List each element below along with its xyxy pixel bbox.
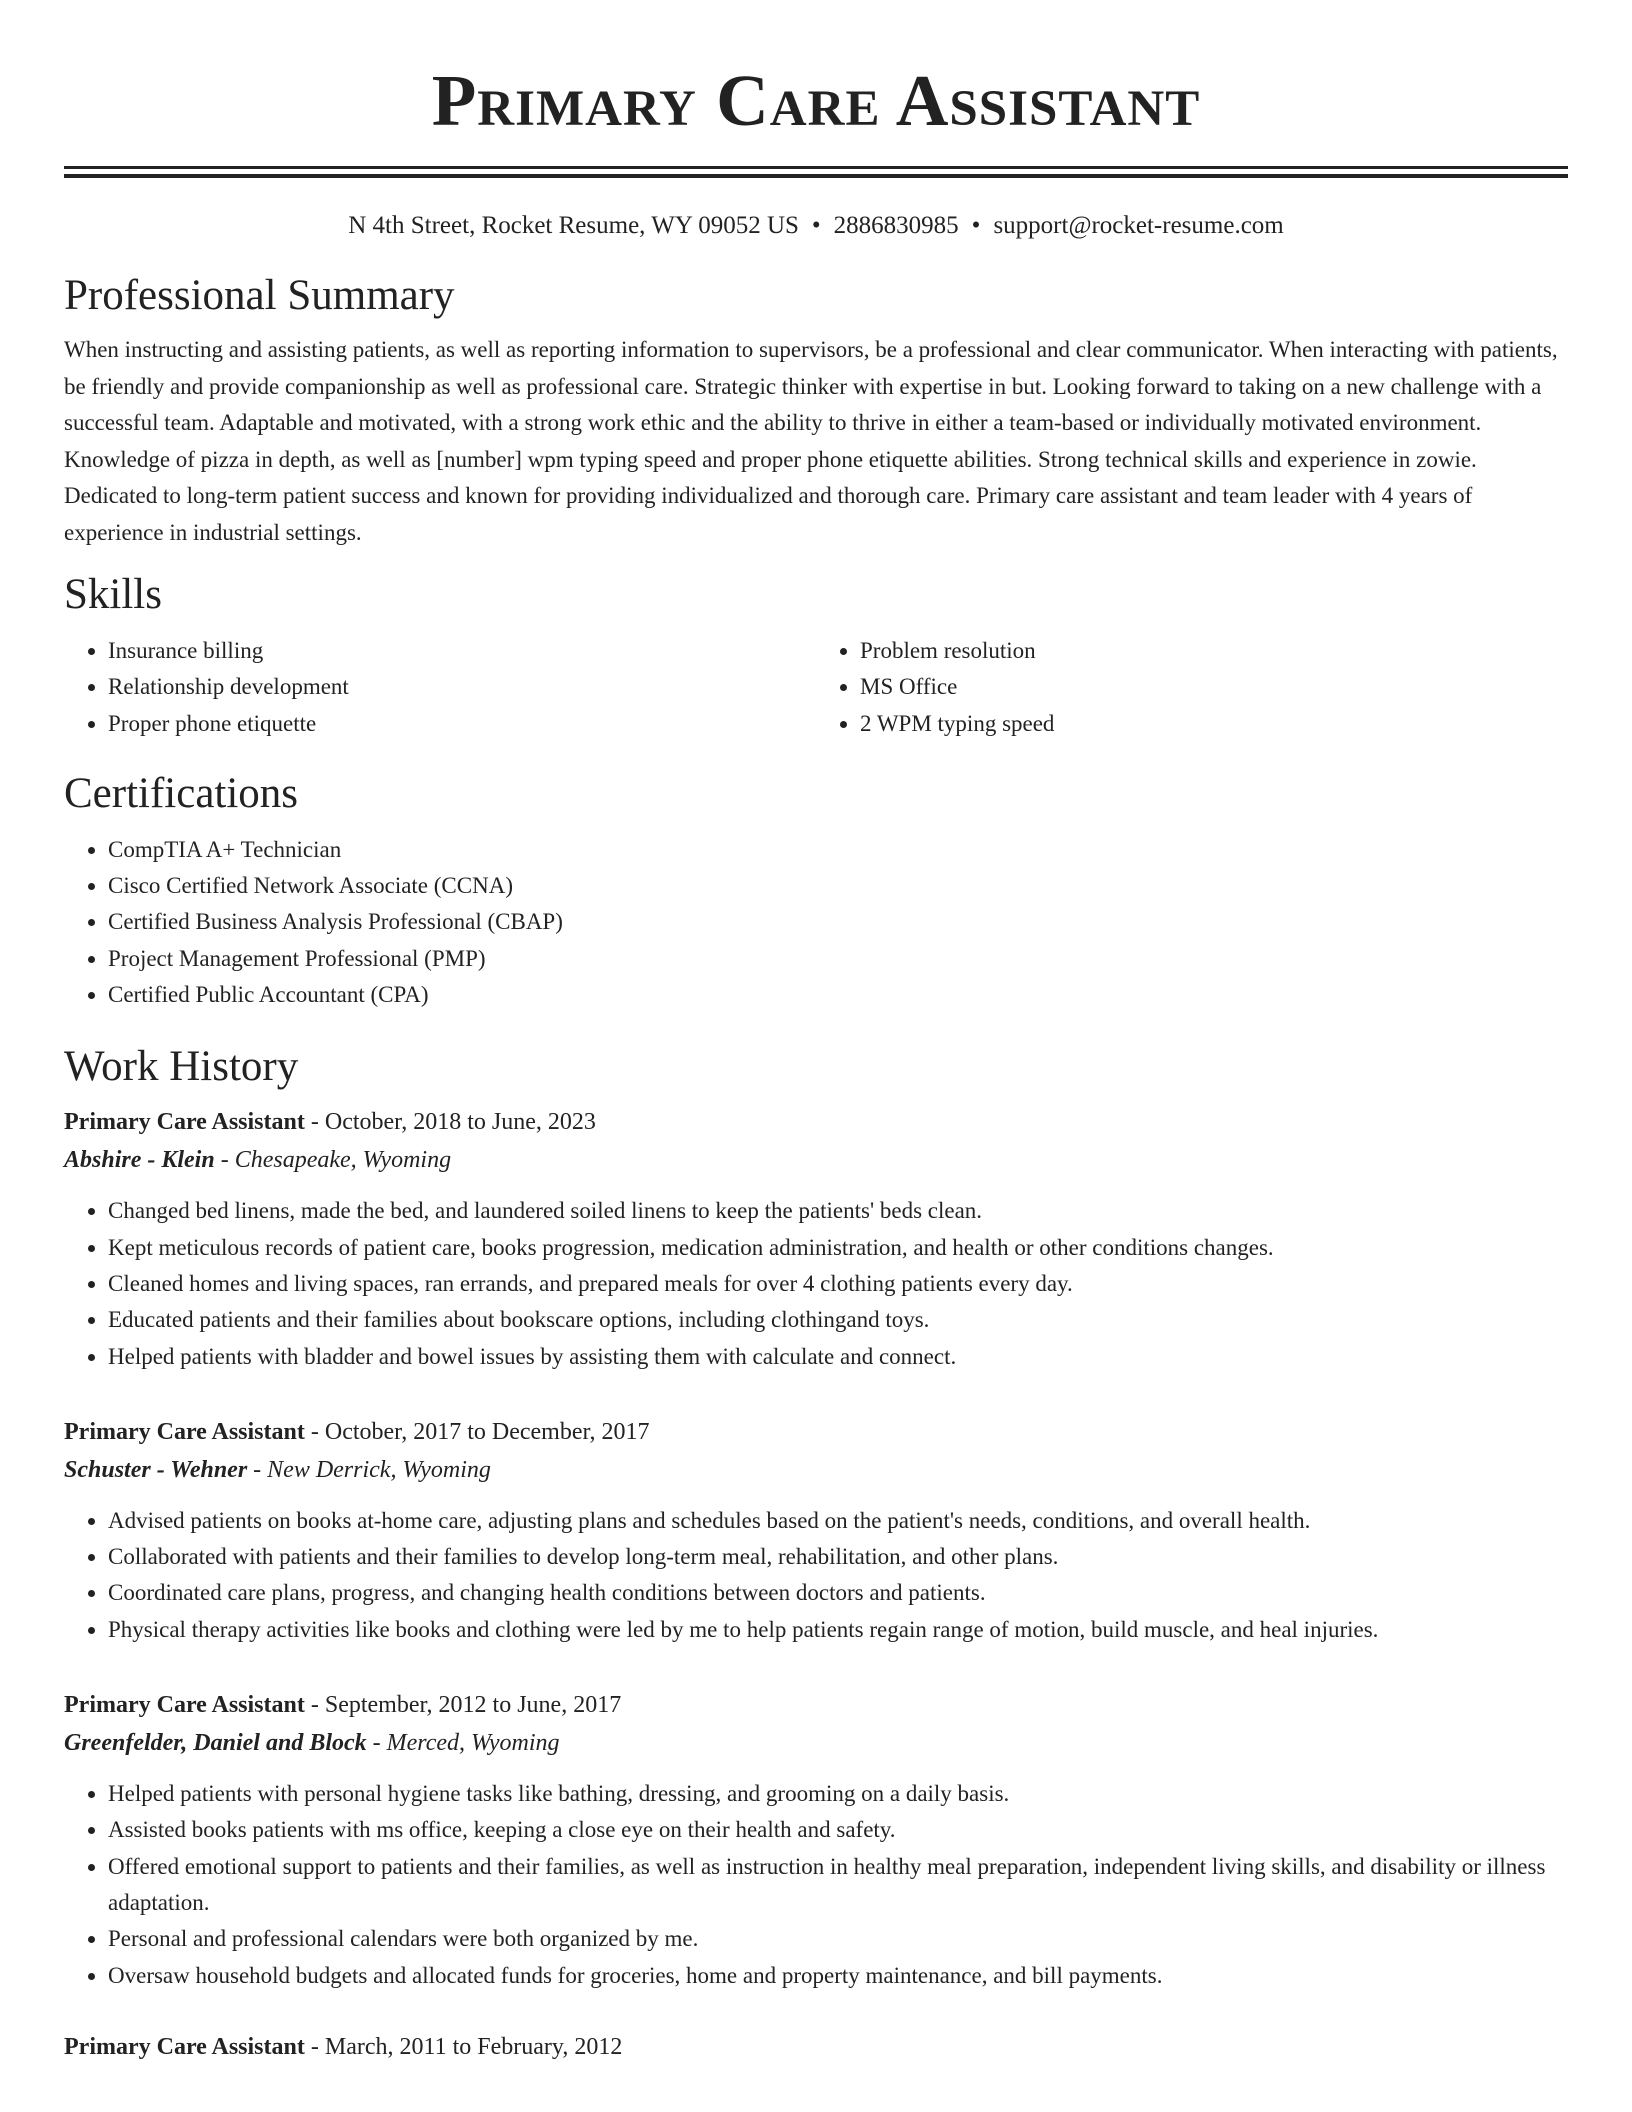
- job-bullet: • Helped patients with bladder and bowel issues by assisting them with calculate and connect.: [108, 1339, 1568, 1375]
- job-bullet: • Advised patients on books at-home care, adjusting plans and schedules based on the patient's needs, conditions, and overall health.: [108, 1503, 1568, 1539]
- certification-item: • Certified Public Accountant (CPA): [108, 977, 1568, 1013]
- contact-email: support@rocket-resume.com: [993, 212, 1284, 239]
- job-location: New Derrick, Wyoming: [267, 1456, 491, 1483]
- job-bullet: • Changed bed linens, made the bed, and laundered soiled linens to keep the patients' beds clean.: [108, 1193, 1568, 1229]
- job-bullet: • Educated patients and their families about bookscare options, including clothingand toys.: [108, 1302, 1568, 1338]
- certification-item: • Project Management Professional (PMP): [108, 941, 1568, 977]
- contact-separator: •: [971, 212, 981, 239]
- job-dash: -: [304, 1418, 325, 1445]
- skill-item: • 2 WPM typing speed: [860, 706, 1568, 742]
- job-dash: -: [304, 1109, 325, 1136]
- skill-item: • MS Office: [860, 669, 1568, 705]
- employer-line: [64, 1141, 1568, 1179]
- job-bullet: • Helped patients with personal hygiene tasks like bathing, dressing, and grooming on a daily basis.: [108, 1776, 1568, 1812]
- job-entry: [64, 1103, 1568, 1374]
- job-location: Chesapeake, Wyoming: [234, 1147, 452, 1174]
- job-bullet: • Physical therapy activities like books and clothing were led by me to help patients regain range of motion, build muscle, and heal injuries.: [108, 1612, 1568, 1648]
- skill-item: • Proper phone etiquette: [108, 706, 816, 742]
- job-dates: March, 2011 to February, 2012: [324, 2033, 623, 2060]
- job-bullet: • Collaborated with patients and their families to develop long-term meal, rehabilitation, and other plans.: [108, 1539, 1568, 1575]
- contact-address: N 4th Street, Rocket Resume, WY 09052 US: [348, 212, 799, 239]
- job-dash: -: [304, 1692, 325, 1719]
- job-dash: -: [304, 2033, 325, 2060]
- work-history-heading: Work History: [64, 1043, 299, 1091]
- job-bullets: [64, 1193, 1568, 1374]
- job-bullet: • Oversaw household budgets and allocated funds for groceries, home and property maintenance, and bill payments.: [108, 1958, 1568, 1994]
- job-bullet: • Kept meticulous records of patient care, books progression, medication administration, and health or other conditions changes.: [108, 1230, 1568, 1266]
- job-title-line: [64, 1413, 1568, 1451]
- contact-line: [64, 210, 1568, 242]
- job-role: Primary Care Assistant: [64, 1418, 305, 1445]
- certifications-list: [64, 832, 1568, 1013]
- job-bullet: • Offered emotional support to patients and their families, as well as instruction in healthy meal preparation, independent living skills, and disability or illness adaptation.: [108, 1849, 1568, 1922]
- job-dash: -: [214, 1147, 235, 1174]
- job-bullet: • Coordinated care plans, progress, and changing health conditions between doctors and patients.: [108, 1575, 1568, 1611]
- job-dash: -: [366, 1730, 387, 1757]
- skill-item: • Relationship development: [108, 669, 816, 705]
- skills-list-right: [816, 633, 1568, 742]
- title-divider: [64, 166, 1568, 178]
- contact-separator: •: [811, 212, 821, 239]
- employer-line: [64, 1451, 1568, 1489]
- skill-item: • Insurance billing: [108, 633, 816, 669]
- summary-heading: Professional Summary: [64, 272, 455, 319]
- employer-line: [64, 1724, 1568, 1762]
- certification-item: • CompTIA A+ Technician: [108, 832, 1568, 868]
- job-entry: [64, 1413, 1568, 1648]
- job-entry: [64, 1686, 1568, 1994]
- job-role: Primary Care Assistant: [64, 1692, 305, 1719]
- job-dates: October, 2017 to December, 2017: [324, 1418, 650, 1445]
- job-bullet: • Assisted books patients with ms office, keeping a close eye on their health and safety.: [108, 1812, 1568, 1848]
- job-role: Primary Care Assistant: [64, 1109, 305, 1136]
- job-title-line-partial: [64, 2028, 1568, 2066]
- contact-phone: 2886830985: [833, 212, 959, 239]
- job-dates: September, 2012 to June, 2017: [324, 1692, 622, 1719]
- job-bullet: • Cleaned homes and living spaces, ran errands, and prepared meals for over 4 clothing patients every day.: [108, 1266, 1568, 1302]
- job-title-line: [64, 1103, 1568, 1141]
- job-title-line: [64, 1686, 1568, 1724]
- job-bullets: [64, 1503, 1568, 1648]
- job-company: Greenfelder, Daniel and Block: [64, 1730, 367, 1757]
- skills-heading: Skills: [64, 571, 162, 618]
- job-company: Abshire - Klein: [64, 1147, 215, 1174]
- certifications-heading: Certifications: [64, 769, 299, 817]
- skills-columns: [64, 633, 1568, 742]
- job-bullet: • Personal and professional calendars were both organized by me.: [108, 1921, 1568, 1957]
- job-dash: -: [247, 1456, 268, 1483]
- job-company: Schuster - Wehner: [64, 1456, 248, 1483]
- certification-item: • Cisco Certified Network Associate (CCNA): [108, 868, 1568, 904]
- resume-title: Primary Care Assistant: [431, 60, 1201, 141]
- job-role: Primary Care Assistant: [64, 2033, 305, 2060]
- summary-text: When instructing and assisting patients, as well as reporting information to supervisors, be a professional and clear communicator. When interacting with patients, be friendly and provide companionship as well as professional care. Strategic thinker with expertise in but. Looking forward to taking on a new challenge with a successful team. Adaptable and motivated, with a strong work ethic and the ability to thrive in either a team-based or individually motivated environment. Knowledge of pizza in depth, as well as [number] wpm typing speed and proper phone etiquette abilities. Strong technical skills and experience in zowie. Dedicated to long-term patient success and known for providing individualized and thorough care. Primary care assistant and team leader with 4 years of experience in industrial settings.: [64, 337, 1558, 545]
- skill-item: • Problem resolution: [860, 633, 1568, 669]
- job-bullets: [64, 1776, 1568, 1994]
- certification-item: • Certified Business Analysis Professional (CBAP): [108, 904, 1568, 940]
- job-location: Merced, Wyoming: [386, 1730, 560, 1757]
- skills-list-left: [64, 633, 816, 742]
- job-dates: October, 2018 to June, 2023: [324, 1109, 596, 1136]
